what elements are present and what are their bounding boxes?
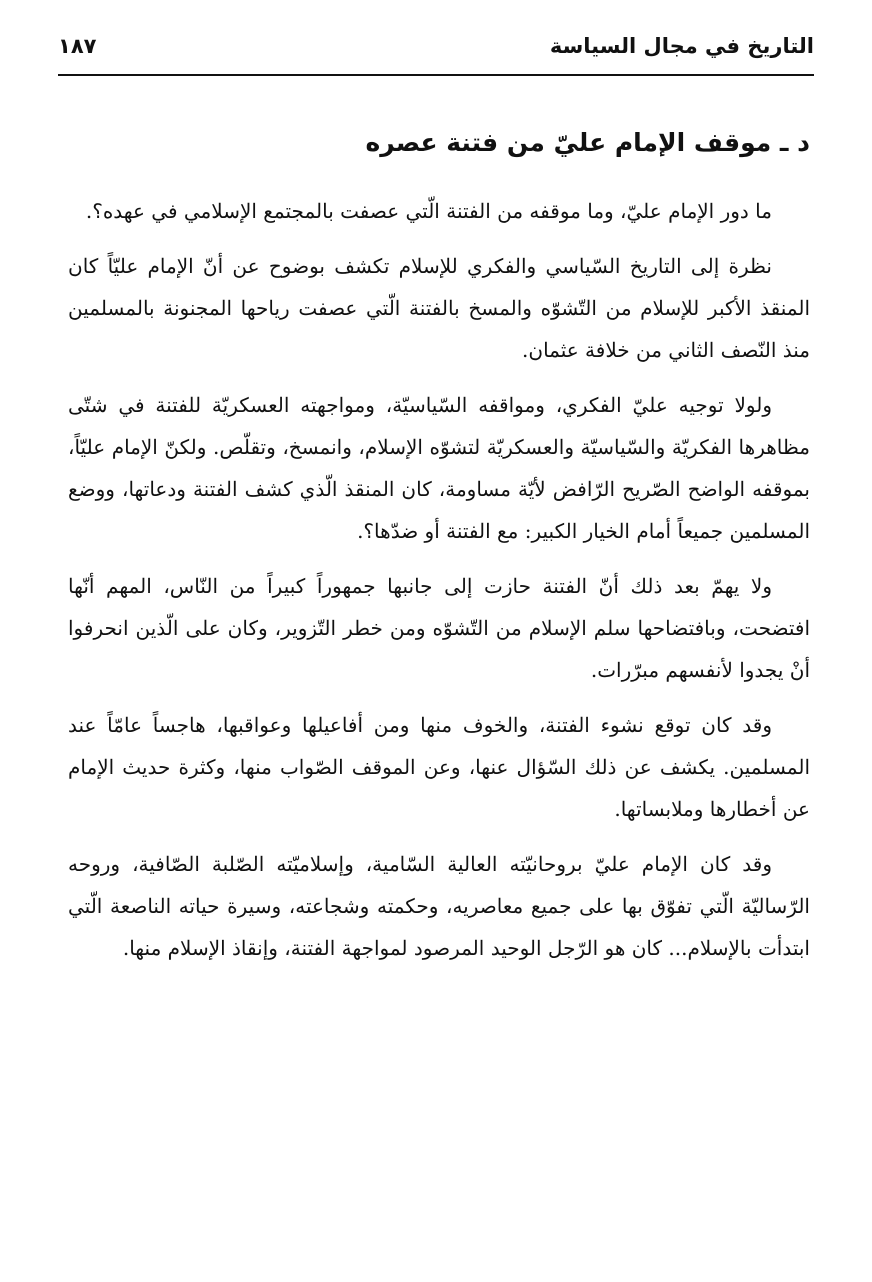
section-heading: د ـ موقف الإمام عليّ من فتنة عصره: [365, 128, 810, 157]
paragraph-3: ولولا توجيه عليّ الفكري، ومواقفه السّياسيّة، ومواجهته العسكريّة للفتنة في شتّى مظاهرها الفكريّة والسّياسيّة والعسكريّة لتشوّه الإسلام، وانمسخ، وتقلّص. ولكنّ الإمام عليّاً، بموقفه الواضح الصّريح الرّافض لأيّة مساومة، كان المنقذ الّذي كشف الفتنة ودعاتها، ووضع المسلمين جميعاً أمام الخيار الكبير: مع الفتنة أو ضدّها؟.: [68, 393, 810, 543]
running-title: التاريخ في مجال السياسة: [549, 34, 814, 58]
paragraph-5: وقد كان توقع نشوء الفتنة، والخوف منها ومن أفاعيلها وعواقبها، هاجساً عامّاً عند المسلمين. يكشف عن ذلك السّؤال عنها، وعن الموقف الصّواب منها، وكثرة حديث الإمام عن أخطارها وملابساتها.: [68, 713, 810, 821]
paragraph-4: ولا يهمّ بعد ذلك أنّ الفتنة حازت إلى جانبها جمهوراً كبيراً من النّاس، المهم أنّها افتضحت، وبافتضاحها سلم الإسلام من التّشوّه ومن خطر التّزوير، وكان على الّذين انحرفوا أنْ يجدوا لأنفسهم مبرّرات.: [68, 574, 810, 682]
paragraph-1: ما دور الإمام عليّ، وما موقفه من الفتنة الّتي عصفت بالمجتمع الإسلامي في عهده؟.: [85, 199, 772, 223]
running-header: [58, 30, 814, 76]
paragraph-2: نظرة إلى التاريخ السّياسي والفكري للإسلام تكشف بوضوح عن أنّ الإمام عليّاً كان المنقذ الأكبر للإسلام من التّشوّه والمسخ بالفتنة الّتي عصفت رياحها المجنونة بالمسلمين منذ النّصف الثاني من خلافة عثمان.: [68, 254, 810, 362]
body-text: [68, 190, 810, 982]
page-number: ١٨٧: [58, 34, 97, 58]
paragraph-6: وقد كان الإمام عليّ بروحانيّته العالية السّامية، وإسلاميّته الصّلبة الصّافية، وروحه الرّساليّة الّتي تفوّق بها على جميع معاصريه، وحكمته وشجاعته، وسيرة حياته الناصعة الّتي ابتدأت بالإسلام... كان هو الرّجل الوحيد المرصود لمواجهة الفتنة، وإنقاذ الإسلام منها.: [68, 852, 810, 960]
